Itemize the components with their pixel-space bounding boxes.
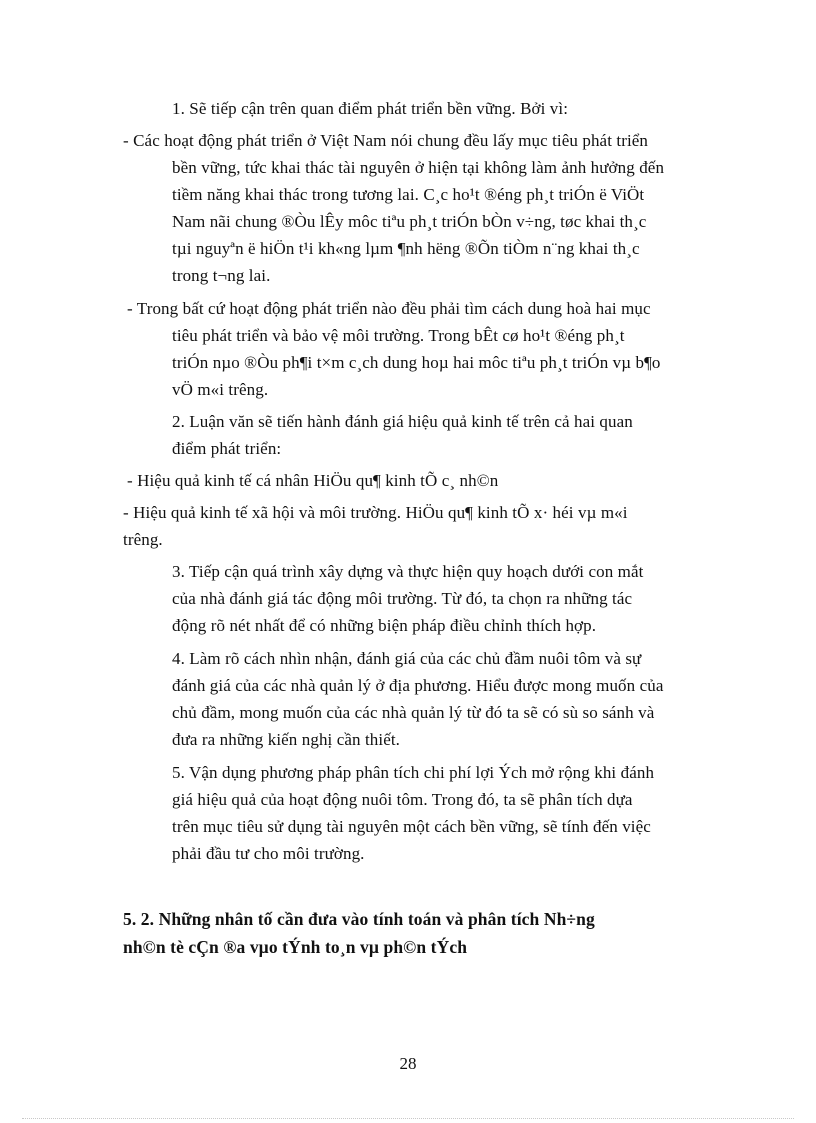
bullet-1-line-1: - Các hoạt động phát triển ở Việt Nam nói chung đều lấy mục tiêu phát triển [123,131,649,150]
bullet-2-line-3: triÓn nµo ®Òu ph¶i t×m c¸ch dung hoµ hai môc tiªu ph¸t triÓn vµ b¶o [172,353,661,372]
bullet-2-line-2: tiêu phát triển và bảo vệ môi trường. Trong bÊt cø ho¹t ®éng ph¸t [172,326,625,345]
bullet-1-line-4: Nam nãi chung ®Òu lÊy môc tiªu ph¸t triÓn bÒn v÷ng, tøc khai th¸c [172,212,647,231]
paragraph-2-line-1: 2. Luận văn sẽ tiến hành đánh giá hiệu quả kinh tế trên cả hai quan [172,412,633,431]
footer-divider [22,1118,794,1119]
bullet-1-line-3: tiềm năng khai thác trong tương lai. C¸c ho¹t ®éng ph¸t triÓn ë ViÖt [172,185,645,204]
bullet-1-line-6: trong t¬ng lai. [172,266,271,285]
paragraph-1-line-1: 1. Sẽ tiếp cận trên quan điểm phát triển bền vững. Bởi vì: [172,99,569,118]
page-number: 28 [399,1054,417,1073]
bullet-1-line-5: tµi nguyªn ë hiÖn t¹i kh«ng lµm ¶nh hëng ®Õn tiÒm n¨ng khai th¸c [172,239,640,258]
bullet-3-line-1: - Hiệu quả kinh tế cá nhân HiÖu qu¶ kinh tÕ c¸ nh©n [127,471,499,490]
paragraph-4-line-1: 4. Làm rõ cách nhìn nhận, đánh giá của các chủ đầm nuôi tôm và sự [172,649,642,668]
paragraph-3-line-3: động rõ nét nhất để có những biện pháp điều chỉnh thích hợp. [172,616,597,635]
paragraph-3-line-1: 3. Tiếp cận quá trình xây dựng và thực hiện quy hoạch dưới con mắt [172,562,644,581]
paragraph-4-line-2: đánh giá của các nhà quản lý ở địa phương. Hiểu được mong muốn của [172,676,664,695]
bullet-2-line-1: - Trong bất cứ hoạt động phát triển nào đều phải tìm cách dung hoà hai mục [127,299,651,318]
section-heading-line-2: nh©n tè cÇn ®a vµo tÝnh to¸n vµ ph©n tÝch [123,937,468,957]
paragraph-2-line-2: điểm phát triển: [172,439,282,458]
bullet-1-line-2: bền vững, tức khai thác tài nguyên ở hiện tại không làm ảnh hưởng đến [172,158,665,177]
bullet-4-line-2: trêng. [123,530,163,549]
bullet-4-line-1: - Hiệu quả kinh tế xã hội và môi trường. HiÖu qu¶ kinh tÕ x· héi vµ m«i [123,503,628,522]
paragraph-5-line-3: trên mục tiêu sử dụng tài nguyên một cách bền vững, sẽ tính đến việc [172,817,651,836]
bullet-2-line-4: vÖ m«i trêng. [172,380,269,399]
paragraph-3-line-2: của nhà đánh giá tác động môi trường. Từ đó, ta chọn ra những tác [172,589,633,608]
section-heading-line-1: 5. 2. Những nhân tố cần đưa vào tính toán và phân tích Nh÷ng [123,909,595,929]
paragraph-5-line-4: phải đầu tư cho môi trường. [172,844,365,863]
paragraph-5-line-1: 5. Vận dụng phương pháp phân tích chi phí lợi Ých mở rộng khi đánh [172,763,655,782]
paragraph-4-line-3: chủ đầm, mong muốn của các nhà quản lý từ đó ta sẽ có sù so sánh và [172,703,655,722]
paragraph-5-line-2: giá hiệu quả của hoạt động nuôi tôm. Trong đó, ta sẽ phân tích dựa [172,790,633,809]
paragraph-4-line-4: đưa ra những kiến nghị cần thiết. [172,730,401,749]
